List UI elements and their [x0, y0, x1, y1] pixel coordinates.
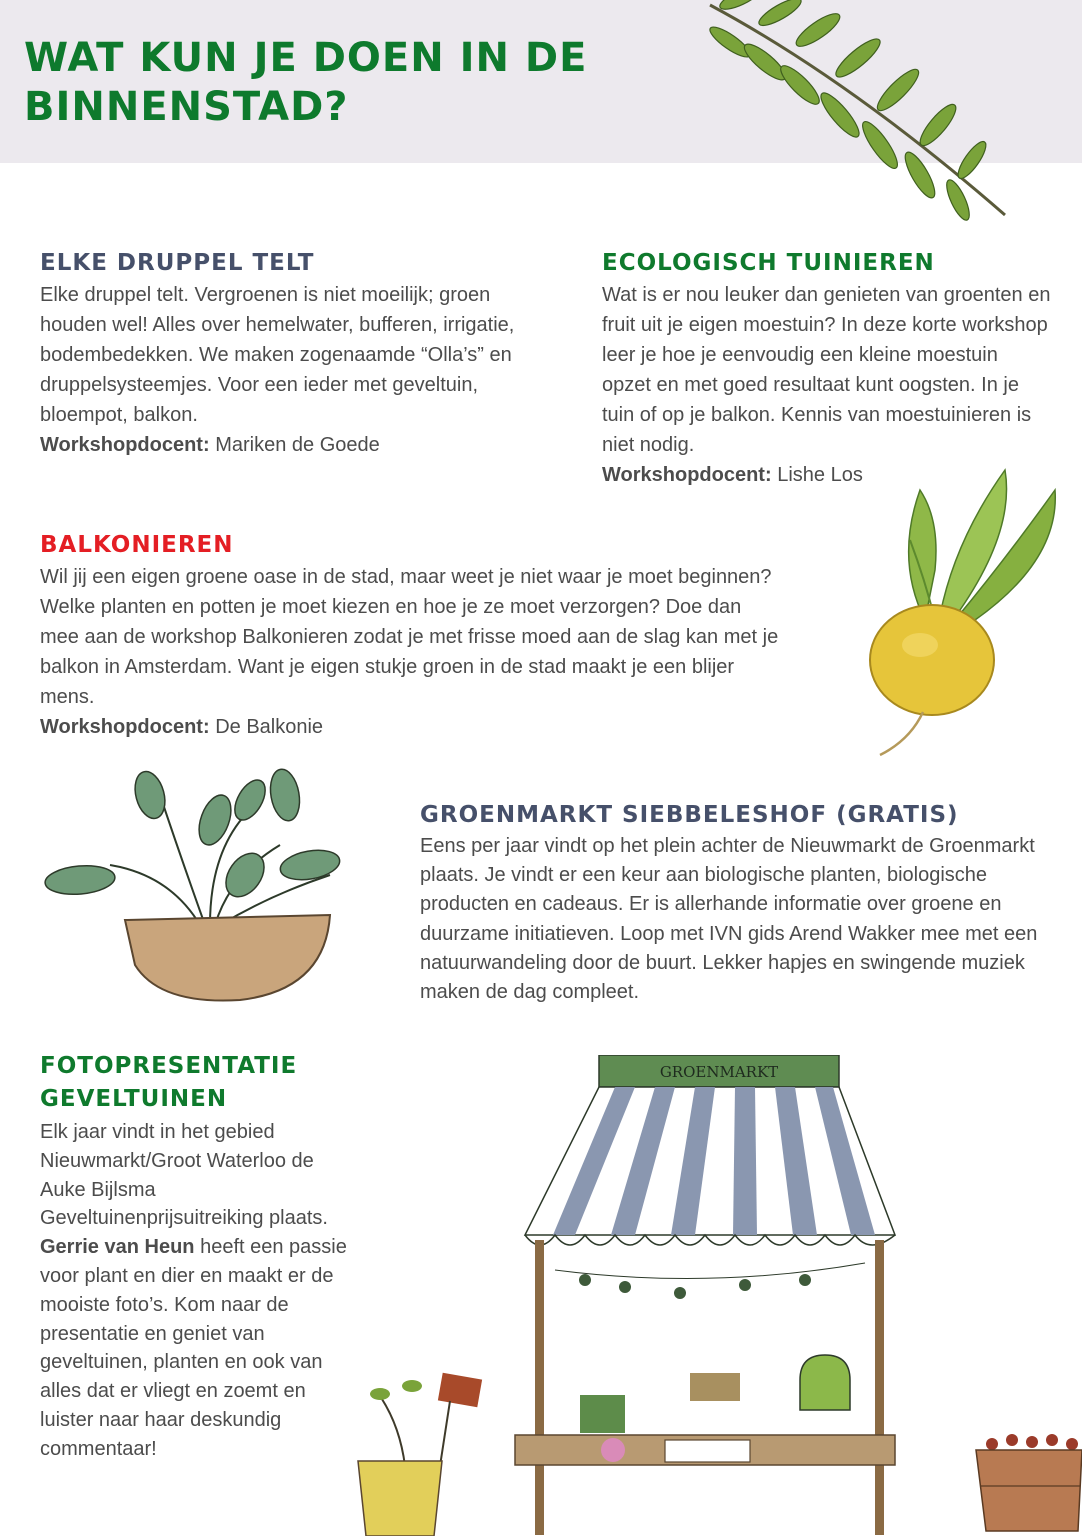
stall-sign-text: GROENMARKT	[659, 1063, 779, 1081]
potted-plant-icon	[40, 765, 360, 1015]
seedling-pot-icon	[350, 1366, 490, 1536]
section-heading: ECOLOGISCH TUINIEREN	[602, 250, 935, 276]
section-groenmarkt	[420, 800, 1060, 1007]
crate-icon	[972, 1426, 1082, 1536]
turnip-icon	[865, 450, 1065, 760]
credit-label: Workshopdocent:	[40, 716, 210, 738]
market-stall-icon	[495, 1055, 905, 1535]
section-heading: GROENMARKT SIEBBELESHOF (GRATIS)	[420, 802, 959, 828]
credit-label: Workshopdocent:	[40, 434, 210, 456]
section-elke-druppel-telt	[40, 248, 560, 460]
credit-name: Mariken de Goede	[209, 434, 380, 456]
photographer-name: Gerrie van Heun	[40, 1236, 195, 1259]
credit-name: De Balkonie	[209, 716, 324, 738]
section-body: Elke druppel telt. Vergroenen is niet moeilijk; groen houden wel! Alles over hemelwater, bufferen, irrigatie, bodembedekken. We maken zogenaamde “Olla’s” en druppelsysteemjes. Voor een ieder met geveltuin, bloempot, balkon. Workshopdocent: Mariken de Goede	[40, 284, 515, 456]
page-title: WAT KUN JE DOEN IN DE BINNENSTAD?	[24, 35, 588, 130]
section-heading: ELKE DRUPPEL TELT	[40, 250, 315, 276]
credit-name: Lishe Los	[771, 464, 863, 486]
section-balkonieren	[40, 530, 785, 742]
credit-label: Workshopdocent:	[602, 464, 772, 486]
section-body: Eens per jaar vindt op het plein achter de Nieuwmarkt de Groenmarkt plaats. Je vindt er een keur aan biologische planten, biologische producten en cadeaus. Er is allerhande informatie over groene en duurzame initiatieven. Loop met IVN gids Arend Wakker mee met een natuurwandeling door de buurt. Lekker hapjes en swingende muziek maken de dag compleet.	[420, 835, 1038, 1004]
section-heading: FOTOPRESENTATIE GEVELTUINEN	[40, 1053, 298, 1112]
section-fotopresentatie	[40, 1050, 360, 1464]
section-body: Wat is er nou leuker dan genieten van groenten en fruit uit je eigen moestuin? In deze korte workshop leer je hoe je eenvoudig een kleine moestuin opzet en met goed resultaat kunt oogsten. In je tuin of op je balkon. Kennis van moestuinieren is niet nodig. Workshopdocent: Lishe Los	[602, 284, 1051, 486]
section-heading: BALKONIEREN	[40, 532, 234, 558]
section-body: Elk jaar vindt in het gebied Nieuwmarkt/Groot Waterloo de Auke Bijlsma Geveltuinenprijsuitreiking plaats. Gerrie van Heun heeft een passie voor plant en dier en maakt er de mooiste foto’s. Kom naar de presentatie en geniet van geveltuinen, planten en ook van alles dat er vliegt en zoemt en luister naar haar deskundig commentaar!	[40, 1121, 347, 1460]
section-body: Wil jij een eigen groene oase in de stad, maar weet je niet waar je moet beginnen? Welke planten en potten je moet kiezen en hoe je ze moet verzorgen? Doe dan mee aan de workshop Balkonieren zodat je met frisse moed aan de slag kan met je balkon in Amsterdam. Want je eigen stukje groen in de stad maakt je een blijer mens. Workshopdocent: De Balkonie	[40, 566, 779, 738]
fern-branch-icon	[700, 0, 1030, 230]
